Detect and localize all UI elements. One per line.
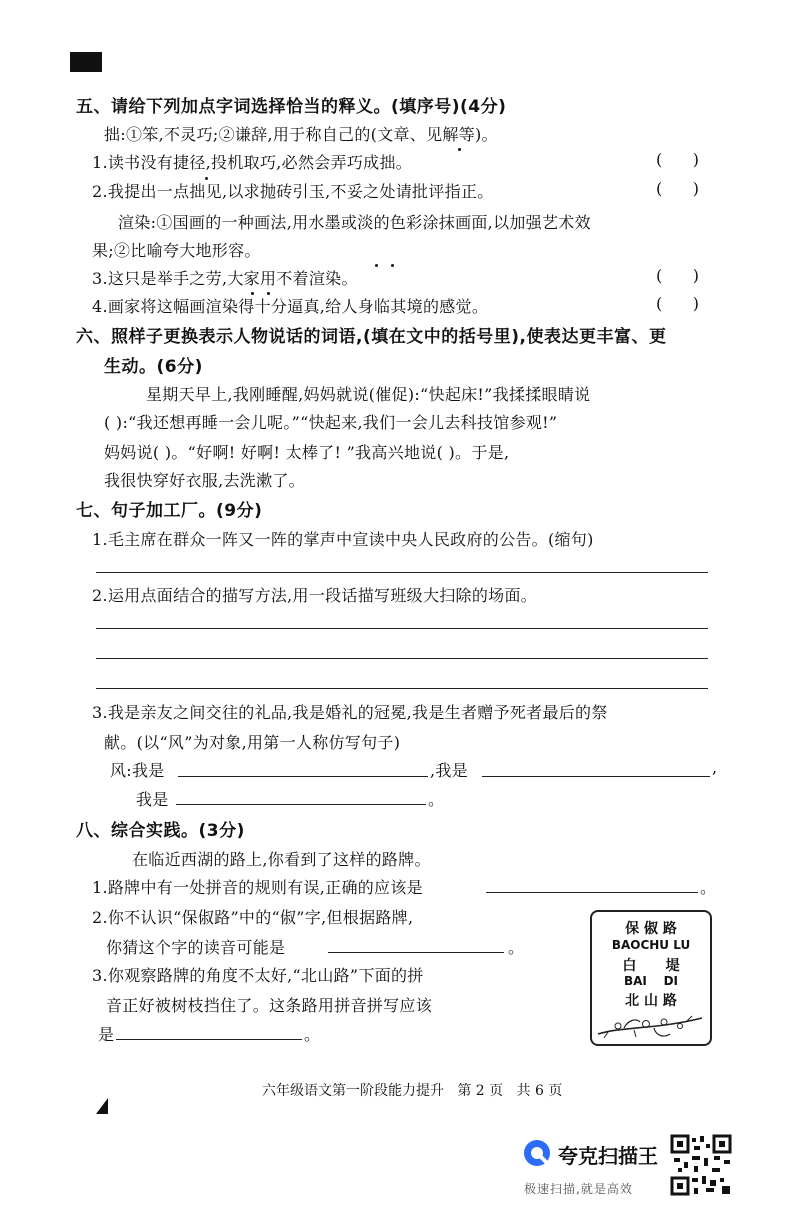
answer-paren-5-4[interactable]: ( ) — [656, 294, 699, 313]
scanner-watermark — [520, 1130, 750, 1200]
question-8-2-line1: 2.你不认识“保俶路”中的“俶”字,但根据路牌, — [92, 908, 414, 927]
answer-line-8-1[interactable] — [486, 892, 698, 893]
question-7-3-line1: 3.我是亲友之间交往的礼品,我是婚礼的冠冕,我是生者赠予死者最后的祭 — [92, 703, 608, 722]
page-footer: 六年级语文第一阶段能力提升 第 2 页 共 6 页 — [262, 1083, 563, 1099]
definition-zhuo: 拙:①笨,不灵巧;②谦辞,用于称自己的(文章、见解等)。 — [104, 125, 498, 144]
question-8-2-line2: 你猜这个字的读音可能是 — [106, 938, 286, 957]
definition-xuanran-2: 果;②比喻夸大地形容。 — [92, 241, 261, 260]
question-8-3-end: 。 — [304, 1025, 321, 1044]
definition-xuanran-1: 渲染:①国画的一种画法,用水墨或淡的色彩涂抹画面,以加强艺术效 — [118, 213, 591, 232]
sign-line-2: BAOCHU LU — [611, 938, 691, 952]
question-7-1: 1.毛主席在群众一阵又一阵的掌声中宣读中央人民政府的公告。(缩句) — [92, 530, 594, 549]
quark-logo-icon — [522, 1138, 552, 1168]
section-6-paragraph-2: ( ):“我还想再睡一会儿呢。”“快起来,我们一会儿去科技馆参观!” — [104, 413, 558, 432]
answer-line-7-2a[interactable] — [96, 628, 708, 629]
question-8-1-end: 。 — [700, 878, 717, 897]
sign-line-1: 保 俶 路 — [625, 921, 677, 937]
emphasis-dot — [391, 264, 394, 267]
scanner-slogan: 极速扫描,就是高效 — [524, 1182, 633, 1196]
qr-code-icon — [670, 1134, 732, 1196]
corner-mark-bottom — [96, 1098, 108, 1114]
corner-mark-top — [70, 52, 102, 72]
emphasis-dot — [251, 292, 254, 295]
section-6-paragraph-3: 妈妈说( )。“好啊! 好啊! 太棒了! ”我高兴地说( )。于是, — [104, 443, 510, 462]
question-5-4: 4.画家将这幅画渲染得十分逼真,给人身临其境的感觉。 — [92, 297, 489, 316]
section-8-title: 八、综合实践。(3分) — [76, 821, 245, 841]
section-8-intro: 在临近西湖的路上,你看到了这样的路牌。 — [132, 850, 431, 869]
question-7-3-line2: 献。(以“风”为对象,用第一人称仿写句子) — [104, 733, 401, 752]
question-8-2-end: 。 — [508, 938, 525, 957]
question-5-3: 3.这只是举手之劳,大家用不着渲染。 — [92, 269, 358, 288]
answer-line-7-2c[interactable] — [96, 688, 708, 689]
fill-wind-mid: ,我是 — [430, 761, 468, 780]
question-8-3-line3: 是 — [98, 1025, 115, 1044]
road-sign — [590, 910, 712, 1046]
fill-wind-label-2: 我是 — [136, 790, 169, 809]
emphasis-dot — [458, 148, 461, 151]
answer-line-8-3[interactable] — [116, 1039, 302, 1040]
answer-line-7-2b[interactable] — [96, 658, 708, 659]
question-8-3-line1: 3.你观察路牌的角度不太好,“北山路”下面的拼 — [92, 966, 424, 985]
emphasis-dot — [205, 177, 208, 180]
emphasis-dot — [267, 292, 270, 295]
fill-wind-blank-1[interactable] — [178, 776, 428, 777]
section-6-paragraph-1: 星期天早上,我刚睡醒,妈妈就说(催促):“快起床!”我揉揉眼睛说 — [146, 385, 591, 404]
section-5-title: 五、请给下列加点字词选择恰当的释义。(填序号)(4分) — [76, 97, 507, 117]
question-8-1: 1.路牌中有一处拼音的规则有误,正确的应该是 — [92, 878, 423, 897]
section-6-title-line1: 六、照样子更换表示人物说话的词语,(填在文中的括号里),使表达更丰富、更 — [76, 327, 667, 347]
tree-branch-icon — [594, 1008, 708, 1042]
fill-wind-end: 。 — [428, 790, 445, 809]
sign-line-3: 白 堤 — [622, 958, 680, 974]
emphasis-dot — [375, 264, 378, 267]
fill-wind-label: 风:我是 — [110, 761, 165, 780]
section-7-title: 七、句子加工厂。(9分) — [76, 501, 263, 521]
sign-line-5: 北 山 路 — [625, 993, 677, 1009]
section-6-paragraph-4: 我很快穿好衣服,去洗漱了。 — [104, 471, 305, 490]
sign-line-4: BAI DI — [623, 974, 679, 988]
question-5-1: 1.读书没有捷径,投机取巧,必然会弄巧成拙。 — [92, 153, 413, 172]
answer-paren-5-3[interactable]: ( ) — [656, 266, 699, 285]
fill-wind-blank-3[interactable] — [176, 804, 426, 805]
answer-paren-5-1[interactable]: ( ) — [656, 150, 699, 169]
question-5-2: 2.我提出一点拙见,以求抛砖引玉,不妥之处请批评指正。 — [92, 182, 494, 201]
scanner-brand: 夸克扫描王 — [558, 1144, 658, 1168]
answer-line-7-1[interactable] — [96, 572, 708, 573]
answer-paren-5-2[interactable]: ( ) — [656, 179, 699, 198]
question-8-3-line2: 音正好被树枝挡住了。这条路用拼音拼写应该 — [106, 996, 433, 1015]
question-7-2: 2.运用点面结合的描写方法,用一段话描写班级大扫除的场面。 — [92, 586, 538, 605]
answer-line-8-2[interactable] — [328, 952, 504, 953]
fill-wind-blank-2[interactable] — [482, 776, 710, 777]
fill-wind-comma: , — [712, 758, 718, 777]
section-6-title-line2: 生动。(6分) — [104, 357, 203, 377]
